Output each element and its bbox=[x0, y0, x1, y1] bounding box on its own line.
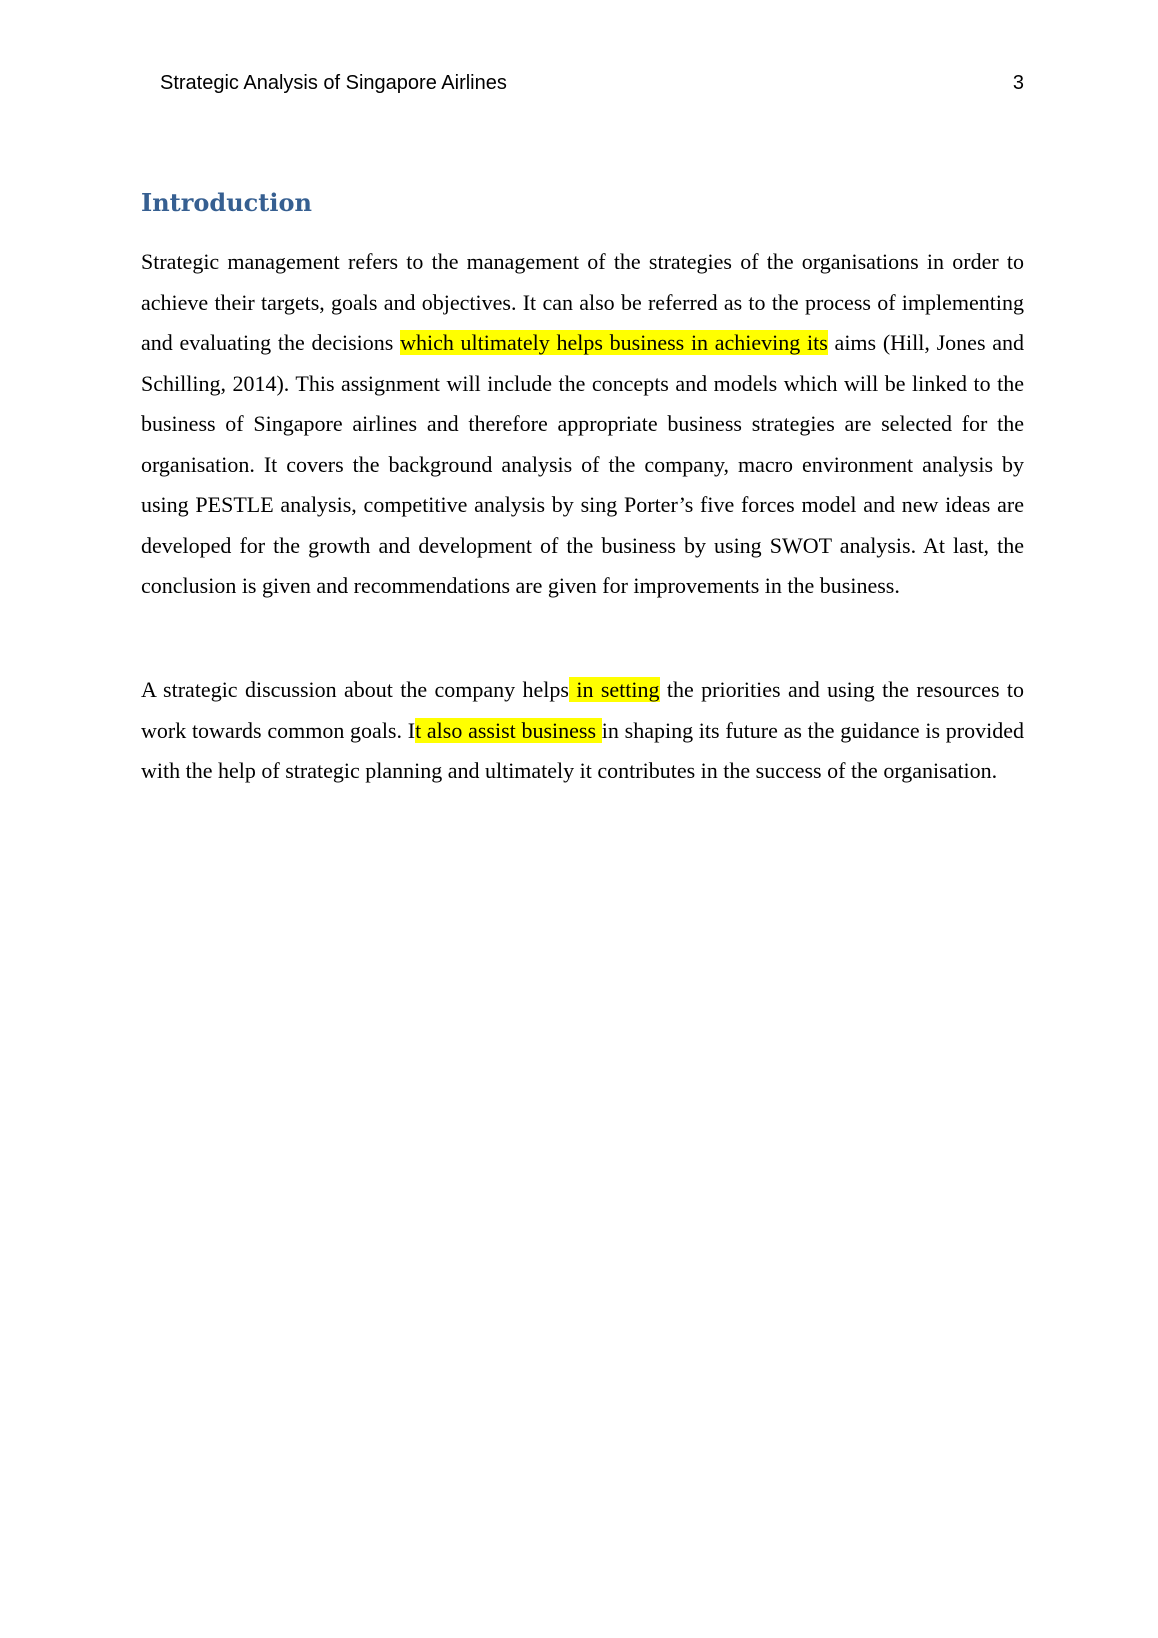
paragraph-1 bbox=[141, 242, 1024, 607]
text-segment: with the help of strategic planning and ultimately it contributes in the success of the organisation. bbox=[141, 758, 998, 783]
paragraph-2 bbox=[141, 670, 1024, 792]
text-segment: in shaping its future as the guidance is provided bbox=[601, 717, 1024, 743]
header-title: Strategic Analysis of Singapore Airlines bbox=[160, 72, 507, 94]
running-header bbox=[160, 68, 1024, 98]
page-number: 3 bbox=[1012, 72, 1024, 94]
highlighted-text: t also assist business bbox=[415, 717, 602, 743]
highlighted-text: which ultimately helps business in achieving its bbox=[400, 330, 828, 355]
highlighted-text: in setting bbox=[568, 677, 660, 702]
text-segment: A strategic discussion about the company helps bbox=[141, 677, 569, 702]
section-heading: Introduction bbox=[141, 188, 312, 217]
text-segment: Strategic management refers to the management of the strategies of the organisations in order to achieve their targets, goals and objectives. It can also be referred as to the process of implementing and evaluating the decisions bbox=[141, 249, 1024, 355]
text-segment: aims (Hill, Jones and Schilling, 2014). This assignment will include the concepts and models which will be linked to the business of Singapore airlines and therefore appropriate business strategies are selected for the organisation. It covers the background analysis of the company, macro environment analysis by using PESTLE analysis, competitive analysis by sing Porter’s five forces model and new ideas are developed for the growth and development of the business by using SWOT analysis. At last, the conclusion is given and recommendations are given for improvements in the business. bbox=[141, 330, 1024, 598]
text-segment: the priorities and using the resources to work towards common goals. I bbox=[141, 677, 1024, 743]
